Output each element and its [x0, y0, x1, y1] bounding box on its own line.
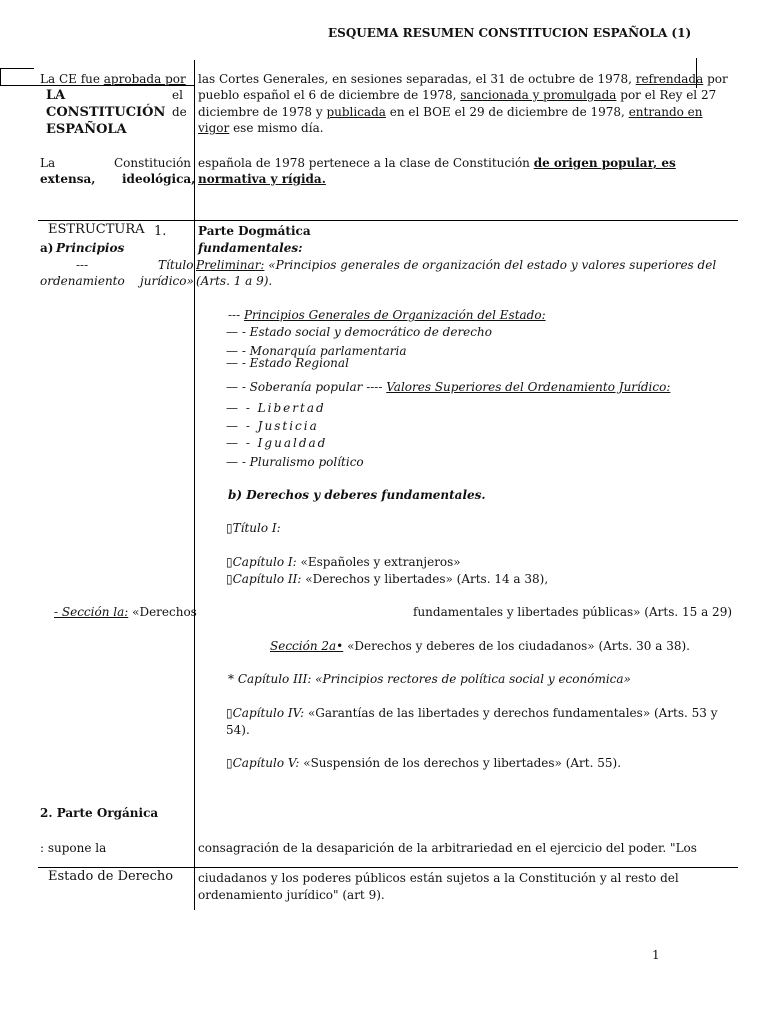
column-divider	[194, 60, 195, 910]
intro-mismo-dia: ese mismo día.	[229, 121, 324, 135]
structure-rule	[38, 220, 738, 221]
top-rule-left-tick	[0, 68, 1, 86]
capitulo-i-text: «Españoles y extranjeros»	[296, 555, 461, 569]
capitulo-v-label: Capítulo V:	[232, 756, 300, 770]
ordenamiento-final: ordenamiento jurídico" (art 9).	[198, 888, 385, 902]
preliminar-line	[196, 258, 716, 272]
titulo-dash: ---	[76, 258, 89, 272]
intro-line-1b	[198, 72, 728, 86]
capitulo-ii-text: «Derechos y libertades» (Arts. 14 a 38),	[301, 572, 549, 586]
valores-superiores: Valores Superiores del Ordenamiento Jurídico:	[386, 380, 671, 394]
titulo-i-line	[226, 521, 281, 535]
consagracion: consagración de la desaparición de la arbitrariedad en el ejercicio del poder. "Los	[198, 841, 697, 855]
heading-constitucion: CONSTITUCIÓN	[46, 105, 166, 120]
item-estado-social: — - Estado social y democrático de derecho	[226, 325, 492, 339]
capitulo-i-line	[226, 555, 461, 569]
intro-rey: por el Rey el 27	[616, 88, 717, 102]
preliminar: Preliminar:	[196, 258, 265, 272]
capitulo-iii: * Capítulo III: «Principios rectores de política social y económica»	[228, 672, 631, 686]
seccion-1-left	[54, 605, 197, 619]
seccion-2-line	[270, 639, 690, 653]
intro-refrendada: refrendada	[635, 72, 704, 86]
seccion-1-rest: fundamentales y libertades públicas» (Arts. 15 a 29)	[413, 605, 733, 619]
capitulo-iv-label: Capítulo IV:	[232, 706, 305, 720]
valor-libertad: — - Libertad	[226, 401, 326, 415]
p2-extensa: extensa,	[40, 172, 96, 186]
p2-line-1	[198, 156, 676, 170]
box-icon: ▯	[226, 555, 233, 569]
preliminar-text: «Principios generales de organización del estado y valores superiores del	[264, 258, 717, 272]
estructura-heading: ESTRUCTURA	[48, 222, 145, 237]
arts-1-9: (Arts. 1 a 9).	[196, 274, 273, 288]
p2-origen-popular: de origen popular, es	[533, 156, 676, 170]
estado-de-derecho: Estado de Derecho	[48, 869, 174, 884]
supone-la: : supone la	[40, 841, 107, 855]
capitulo-iv-line	[226, 706, 718, 720]
seccion-2-label: Sección 2a•	[270, 639, 344, 653]
intro-sancionada: sancionada y promulgada	[460, 88, 617, 102]
intro-aprobada: aprobada por	[103, 72, 186, 86]
seccion-1-label: - Sección la:	[54, 605, 129, 619]
item-monarquia: — - Monarquía parlamentaria	[226, 344, 407, 358]
capitulo-iv-end: 54).	[226, 723, 250, 737]
derechos-deberes-heading: b) Derechos y deberes fundamentales.	[228, 488, 486, 502]
intro-pueblo: pueblo español el 6 de diciembre de 1978,	[198, 88, 461, 102]
soberania-line	[226, 380, 670, 394]
capitulo-v-line	[226, 756, 621, 770]
estado-rule	[38, 867, 738, 868]
p2-espanola: española de 1978 pertenece a la clase de Constitución	[198, 156, 534, 170]
p2-constitucion: Constitución	[114, 156, 192, 170]
section-number-1: 1.	[154, 224, 167, 239]
heading-el: el	[172, 88, 183, 102]
intro-la-ce: La CE fue	[40, 72, 104, 86]
box-icon: ▯	[226, 706, 233, 720]
page-number: 1	[652, 948, 660, 962]
p2-la: La	[40, 156, 56, 170]
intro-vigor: vigor	[198, 121, 230, 135]
parte-organica: 2. Parte Orgánica	[40, 806, 159, 820]
capitulo-iv-text: «Garantías de las libertades y derechos fundamentales» (Arts. 53 y	[304, 706, 718, 720]
soberania: — - Soberanía popular ----	[226, 380, 387, 394]
intro-line-4	[198, 121, 324, 135]
intro-boe: en el BOE el 29 de diciembre de 1978,	[385, 105, 629, 119]
titulo-word: Título	[158, 258, 194, 272]
dashes: ---	[228, 308, 244, 322]
seccion-2-text: «Derechos y deberes de los ciudadanos» (Arts. 30 a 38).	[343, 639, 690, 653]
capitulo-ii-label: Capítulo II:	[232, 572, 302, 586]
top-rule	[0, 68, 34, 69]
heading-la: LA	[46, 88, 66, 103]
box-icon: ▯	[226, 521, 233, 535]
capitulo-ii-line	[226, 572, 548, 586]
p2-ideologica: ideológica,	[122, 172, 196, 186]
intro-line-1	[40, 72, 186, 86]
valor-igualdad: — - Igualdad	[226, 436, 328, 450]
valor-justicia: — - Justicia	[226, 419, 319, 433]
intro-por: por	[703, 72, 728, 86]
a-principios: Principios	[56, 241, 125, 255]
parte-dogmatica: Parte Dogmática	[198, 224, 311, 238]
juridico-left: jurídico»	[140, 274, 194, 288]
principios-generales: Principios Generales de Organización del Estado:	[243, 308, 546, 322]
intro-cortes: las Cortes Generales, en sesiones separadas, el 31 de octubre de 1978,	[198, 72, 636, 86]
heading-espanola: ESPAÑOLA	[46, 122, 127, 137]
fundamentales: fundamentales:	[198, 241, 303, 255]
intro-diciembre: diciembre de 1978 y	[198, 105, 327, 119]
intro-line-2	[198, 88, 716, 102]
p2-normativa: normativa y rígida.	[198, 172, 326, 186]
heading-de: de	[172, 105, 187, 119]
intro-line-3	[198, 105, 703, 119]
capitulo-v-text: «Suspensión de los derechos y libertades» (Art. 55).	[299, 756, 622, 770]
box-icon: ▯	[226, 756, 233, 770]
ordenamiento-left: ordenamiento	[40, 274, 125, 288]
intro-entrando: entrando en	[628, 105, 703, 119]
titulo-i: Título I:	[232, 521, 281, 535]
item-estado-regional: — - Estado Regional	[226, 356, 349, 370]
ciudadanos-line: ciudadanos y los poderes públicos están sujetos a la Constitución y al resto del	[198, 871, 679, 885]
document-title: ESQUEMA RESUMEN CONSTITUCION ESPAÑOLA (1)	[328, 26, 692, 40]
capitulo-i-label: Capítulo I:	[232, 555, 297, 569]
intro-publicada: publicada	[326, 105, 386, 119]
principios-generales-heading	[228, 308, 546, 322]
seccion-1-derechos: «Derechos	[132, 605, 197, 619]
box-icon: ▯	[226, 572, 233, 586]
item-pluralismo: — - Pluralismo político	[226, 455, 364, 469]
a-label: a)	[40, 241, 54, 255]
